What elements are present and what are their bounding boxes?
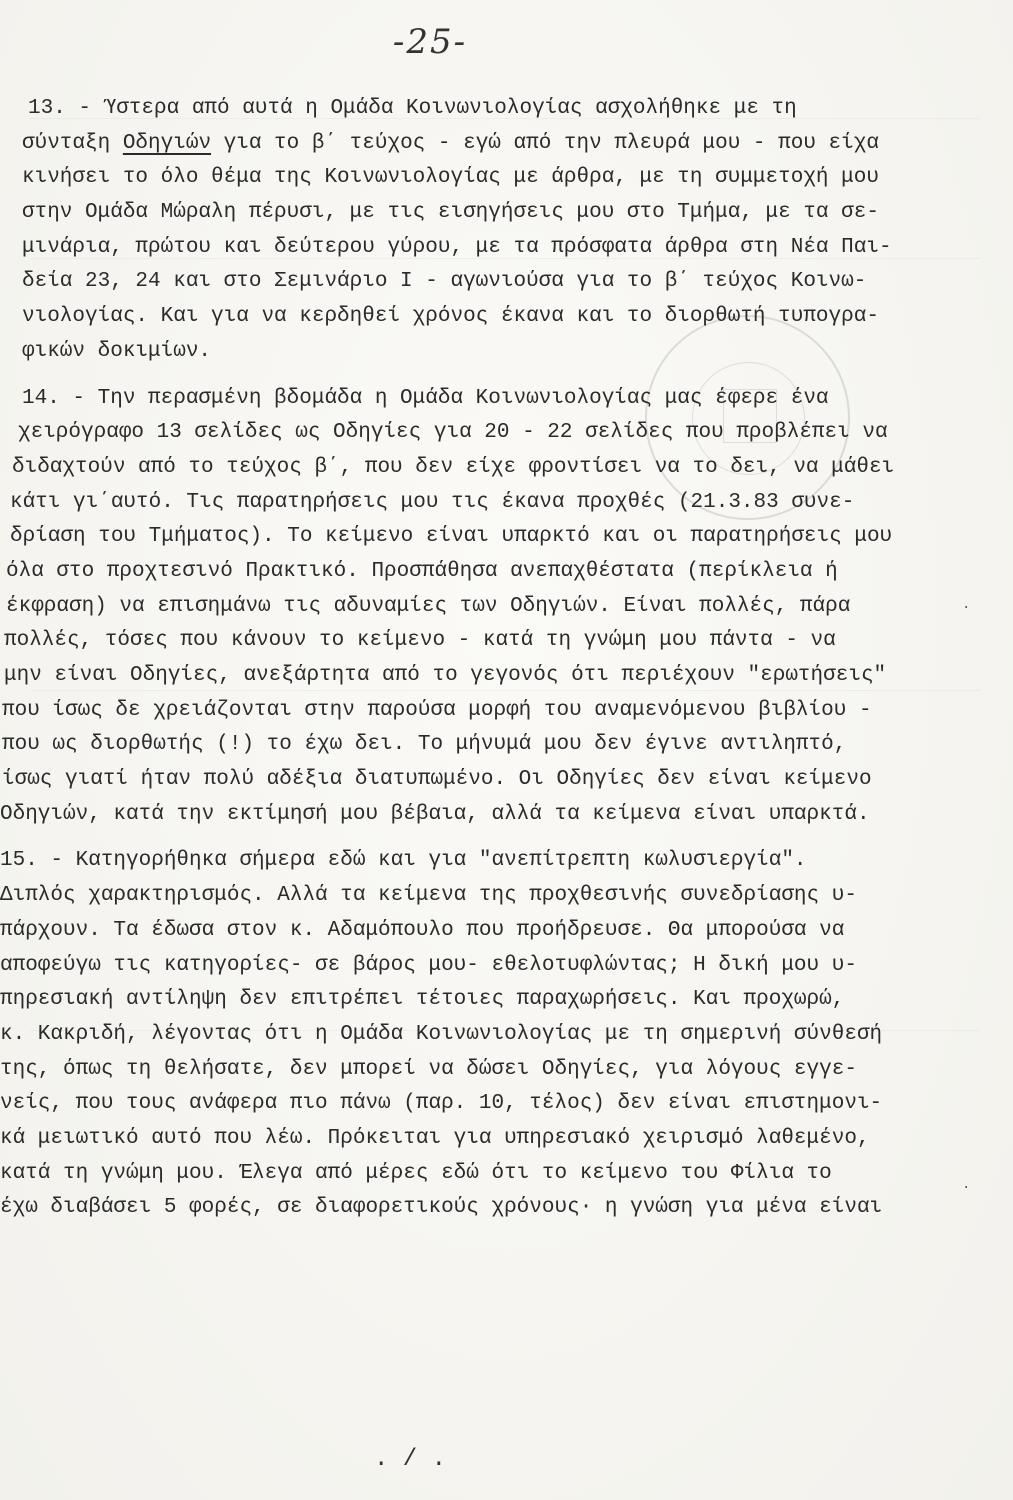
text-line: φικών δοκιμίων. [22, 339, 212, 363]
text-line: που ίσως δε χρειάζονται στην παρούσα μορφή του αναμενόμενου βιβλίου - [2, 698, 872, 722]
text-line: έχω διαβάσει 5 φορές, σε διαφορετικούς χρόνους· η γνώση για μένα είναι [0, 1196, 883, 1220]
text-line: δρίαση του Τμήματος). Το κείμενο είναι υπαρκτό και οι παρατηρήσεις μου [10, 525, 893, 549]
text-line: πάρχουν. Τα έδωσα στον κ. Αδαμόπουλο που προήδρευσε. Θα μπορούσα να [0, 918, 845, 942]
text-line: μην είναι Οδηγίες, ανεξάρτητα από το γεγονός ότι περιέχουν "ερωτήσεις" [4, 664, 887, 687]
text-line: πηρεσιακή αντίληψη δεν επιτρέπει τέτοιες παραχωρήσεις. Και προχωρώ, [0, 988, 845, 1012]
text-line: δεία 23, 24 και στο Σεμινάριο Ι - αγωνιούσα για το β΄ τεύχος Κοινω- [22, 270, 867, 294]
text-line: της, όπως τη θελήσατε, δεν μπορεί να δώσει Οδηγίες, για λόγους εγγε- [0, 1057, 857, 1081]
text-line: κατά τη γνώμη μου. Έλεγα από μέρες εδώ ότι το κείμενο του Φίλια το [0, 1161, 832, 1185]
text-line: κά μειωτικό αυτό που λέω. Πρόκειται για υπηρεσιακό χειρισμό λαθεμένο, [0, 1126, 870, 1150]
page-footer: . / . [373, 1446, 446, 1473]
text-line: 13. - Ύστερα από αυτά η Ομάδα Κοινωνιολογίας ασχολήθηκε με τη [28, 97, 797, 120]
text-line: ίσως γιατί ήταν πολύ αδέξια διατυπωμένο. Οι Οδηγίες δεν είναι κείμενο [2, 768, 872, 792]
page-number: -25- [392, 22, 468, 62]
text-line: κ. Κακριδή, λέγοντας ότι η Ομάδα Κοινωνιολογίας με τη σημερινή σύνθεσή [0, 1022, 883, 1046]
text-line: κινήσει το όλο θέμα της Κοινωνιολογίας με άρθρα, με τη συμμετοχή μου [22, 166, 879, 190]
text-line: όλα στο προχτεσινό Πρακτικό. Προσπάθησα ανεπαχθέστατα (περίκλεια ή [6, 559, 838, 583]
text-line: που ως διορθωτής (!) το έχω δει. Το μήνυμά μου δεν έγινε αντιληπτό, [2, 733, 847, 757]
text-line: μινάρια, πρώτου και δεύτερου γύρου, με τα πρόσφατα άρθρα στη Νέα Παι- [22, 235, 892, 259]
text-line: σύνταξη Οδηγιών για το β΄ τεύχος - εγώ από την πλευρά μου - που είχα [22, 131, 879, 155]
text-line: κάτι γι΄αυτό. Τις παρατηρήσεις μου τις έκανα προχθές (21.3.83 συνε- [10, 490, 855, 514]
text-line: νιολογίας. Και για να κερδηθεί χρόνος έκανα και το διορθωτή τυπογρα- [22, 305, 879, 329]
text-line: χειρόγραφο 13 σελίδες ως Οδηγίες για 20 - 22 σελίδες που προβλέπει να [18, 421, 888, 445]
text-line: στην Ομάδα Μώραλη πέρυσι, με τις εισηγήσεις μου στο Τμήμα, με τα σε- [22, 201, 879, 225]
document-body [0, 92, 1013, 1226]
text-line: διδαχτούν από το τεύχος β΄, που δεν είχε φροντίσει να το δει, να μάθει [12, 455, 895, 479]
text-line: νείς, που τους ανάφερα πιο πάνω (παρ. 10, τέλος) δεν είναι επιστημονι- [0, 1092, 883, 1116]
text-line: Οδηγιών, κατά την εκτίμησή μου βέβαια, αλλά τα κείμενα είναι υπαρκτά. [0, 802, 870, 826]
text-line: 14. - Την περασμένη βδομάδα η Ομάδα Κοινωνιολογίας μας έφερε ένα [22, 386, 829, 410]
text-line: Διπλός χαρακτηρισμός. Αλλά τα κείμενα της προχθεσινής συνεδρίασης υ- [0, 884, 857, 908]
text-line: έκφραση) να επισημάνω τις αδυναμίες των Οδηγιών. Είναι πολλές, πάρα [6, 594, 851, 618]
text-line: πολλές, τόσες που κάνουν το κείμενο - κατά τη γνώμη μου πάντα - να [4, 629, 836, 653]
text-line: αποφεύγω τις κατηγορίες- σε βάρος μου- εθελοτυφλώντας; Η δική μου υ- [0, 953, 857, 977]
margin-mark: · [962, 600, 971, 616]
margin-mark: · [962, 1180, 971, 1196]
text-line: 15. - Κατηγορήθηκα σήμερα εδώ και για "ανεπίτρεπτη κωλυσιεργία". [0, 849, 807, 873]
